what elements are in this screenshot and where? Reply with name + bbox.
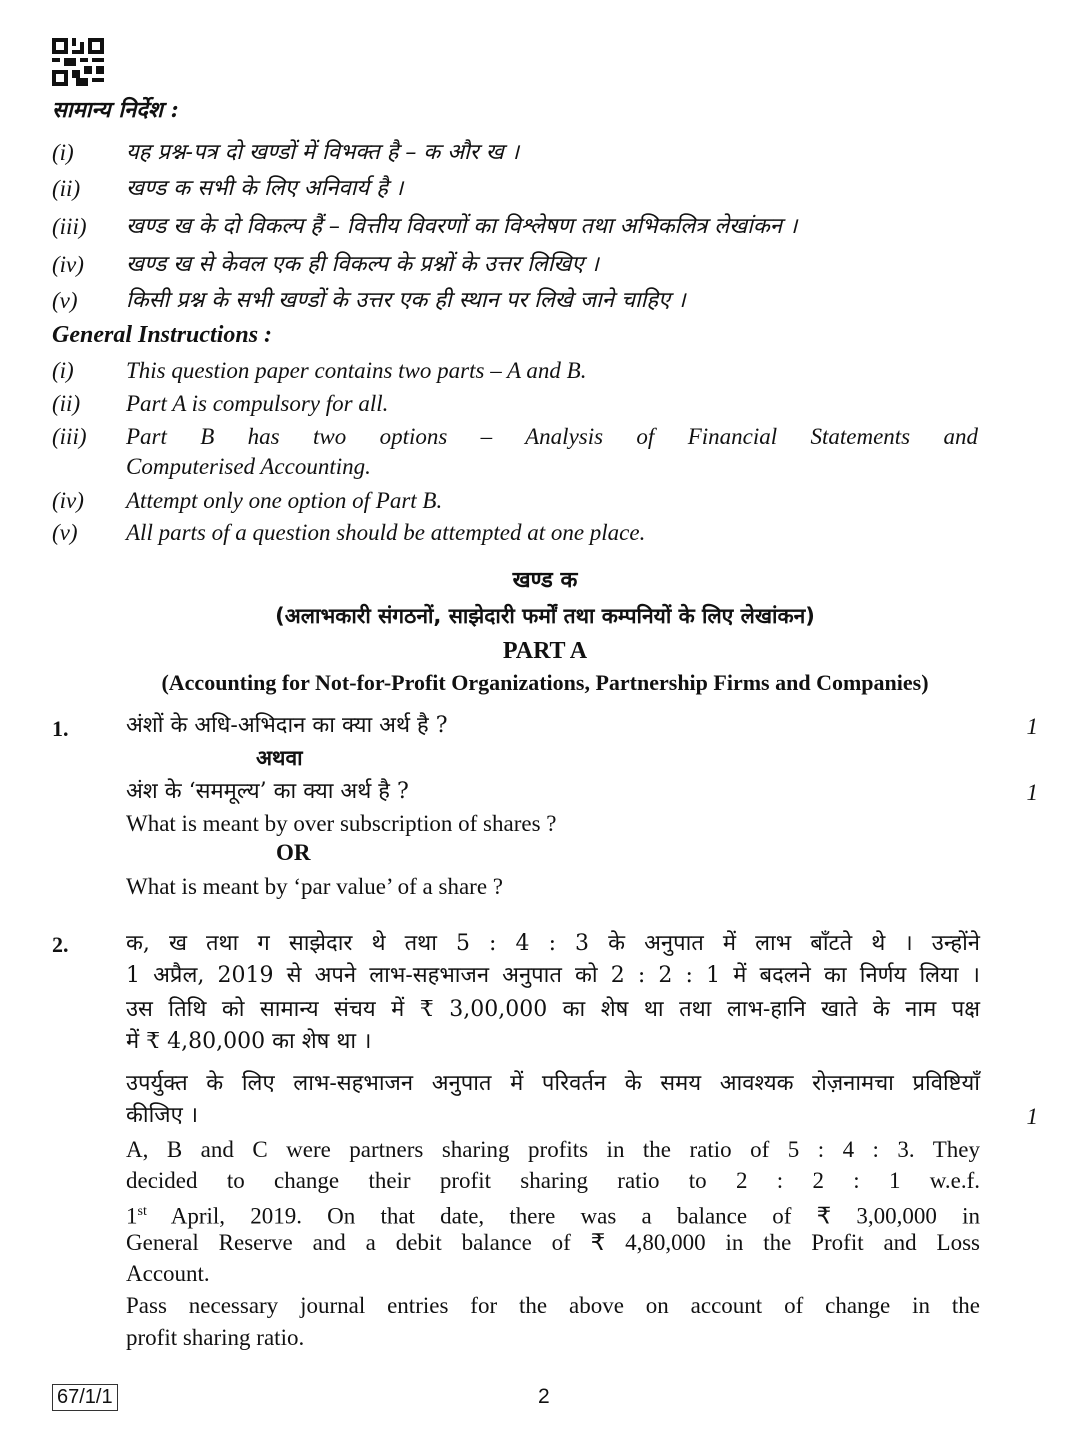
question-2-english-line-2: decided to change their profit sharing ratio to 2 : 2 : 1 w.e.f. — [126, 1168, 980, 1193]
instructions-english-heading: General Instructions : — [52, 322, 273, 348]
instructions-hindi-heading: सामान्य निर्देश : — [52, 97, 179, 123]
question-1-english-text: What is meant by over subscription of shares ? — [126, 811, 557, 836]
part-a-english-subtitle: (Accounting for Not-for-Profit Organizations, Partnership Firms and Companies) — [161, 670, 929, 695]
paper-code: 67/1/1 — [52, 1384, 118, 1411]
question-2-number: 2. — [52, 932, 69, 957]
part-a-hindi-title: खण्ड क — [512, 568, 578, 593]
part-a-english-title: PART A — [502, 638, 588, 664]
question-2-hindi-line-1: क, ख तथा ग साझेदार थे तथा 5 : 4 : 3 के अनुपात में लाभ बाँटते थे । उन्होंने — [126, 931, 980, 956]
question-2-hindi-line-6: कीजिए । — [126, 1103, 199, 1128]
question-1-hindi-text: अंशों के अधि-अभिदान का क्या अर्थ है ? — [126, 713, 448, 738]
question-2-english-line-1: A, B and C were partners sharing profits in the ratio of 5 : 4 : 3. They — [126, 1137, 980, 1162]
question-1-english-or: OR — [276, 840, 311, 865]
question-1-marks: 1 — [1026, 714, 1038, 739]
qr-code-icon — [52, 38, 104, 86]
question-1-hindi-or: अथवा — [256, 746, 303, 770]
question-2-english-line-4: General Reserve and a debit balance of ₹ 4,80,000 in the Profit and Loss — [126, 1230, 980, 1255]
exam-page: सामान्य निर्देश : (i) यह प्रश्न-पत्र दो खण्डों में विभक्त है – क और ख । (ii) खण्ड क सभी के लिए अनिवार्य है । (iii) खण्ड ख के दो विकल्प हैं – वित्तीय विवरणों का विश्लेषण तथा अभिकलित्र लेखांकन । (iv) खण्ड ख से केवल एक ही विकल्प के प्रश्नों के उत्तर लिखिए । (v) किसी प्रश्न के सभी खण्डों के उत्तर एक ही स्थान पर लिखे जाने चाहिए । General Instructions : (i) This question paper contains two parts – A and B. (ii) Part A is compulsory for all. (iii) Part B has two options – Analysis of Financial Statements and Computerised Accounting. (iv) Attempt only one option of Part B. (v) All parts of a question should be attempted at one place. खण्ड क (अलाभकारी संगठनों, साझेदारी फर्मों तथा कम्पनियों के लिए लेखांकन) PART A (Accounting for Not-for-Profit Organizations, Partnership Firms and Companies) 1. अंशों के अधि-अभिदान का क्या अर्थ है ? 1 अथवा अंश के ‘सममूल्य’ का क्या अर्थ है ? 1 What is meant by over subscription of shares ? OR What is meant by ‘par value’ of a share ? 2. क, ख तथा ग साझेदार थे तथा 5 : 4 : 3 के अनुपात में लाभ बाँटते थे । उन्होंने 1 अप्रैल, 2019 से अपने लाभ-सहभाजन अनुपात को 2 : 2 : 1 में बदलने का निर्णय लिया । उस तिथि को सामान्य संचय में ₹ 3,00,000 का शेष था तथा लाभ-हानि खाते के नाम पक्ष में ₹ 4,80,000 का शेष था । उपर्युक्त के लिए लाभ-सहभाजन अनुपात में परिवर्तन के समय आवश्यक रोज़नामचा प्रविष्टियाँ कीजिए । 1 A, B and C were partners sharing profits in the ratio of 5 : 4 : 3. They decided to change their profit sharing ratio to 2 : 2 : 1 w.e.f. 1st April, 2019. On that date, there was a balance of ₹ 3,00,000 in General Reserve and a debit balance of ₹ 4,80,000 in the Profit and Loss Account. Pass necessary journal entries for the above on account of change in the profit sharing ratio. 67/1/1 2 — [0, 0, 1091, 1445]
question-2-marks: 1 — [1026, 1104, 1038, 1129]
question-2-hindi-line-5: उपर्युक्त के लिए लाभ-सहभाजन अनुपात में परिवर्तन के समय आवश्यक रोज़नामचा प्रविष्टियाँ — [126, 1071, 980, 1096]
question-2-english-line-6: Pass necessary journal entries for the above on account of change in the — [126, 1293, 980, 1318]
question-2-hindi-line-2: 1 अप्रैल, 2019 से अपने लाभ-सहभाजन अनुपात को 2 : 2 : 1 में बदलने का निर्णय लिया । — [126, 963, 980, 988]
page-number: 2 — [538, 1385, 550, 1408]
part-a-hindi-subtitle: (अलाभकारी संगठनों, साझेदारी फर्मों तथा कम्पनियों के लिए लेखांकन) — [275, 604, 815, 628]
question-1-number: 1. — [52, 716, 69, 741]
question-2-hindi-line-4: में ₹ 4,80,000 का शेष था । — [126, 1029, 372, 1054]
question-1-alt-marks: 1 — [1026, 780, 1038, 805]
question-1-english-alt-text: What is meant by ‘par value’ of a share ? — [126, 874, 503, 899]
question-2-english-line-5: Account. — [126, 1261, 210, 1286]
question-2-hindi-line-3: उस तिथि को सामान्य संचय में ₹ 3,00,000 का शेष था तथा लाभ-हानि खाते के नाम पक्ष — [126, 997, 980, 1022]
question-2-english-line-3: 1st April, 2019. On that date, there was a balance of ₹ 3,00,000 in — [126, 1203, 980, 1229]
question-2-english-line-7: profit sharing ratio. — [126, 1325, 305, 1350]
question-1-hindi-alt-text: अंश के ‘सममूल्य’ का क्या अर्थ है ? — [126, 779, 409, 804]
